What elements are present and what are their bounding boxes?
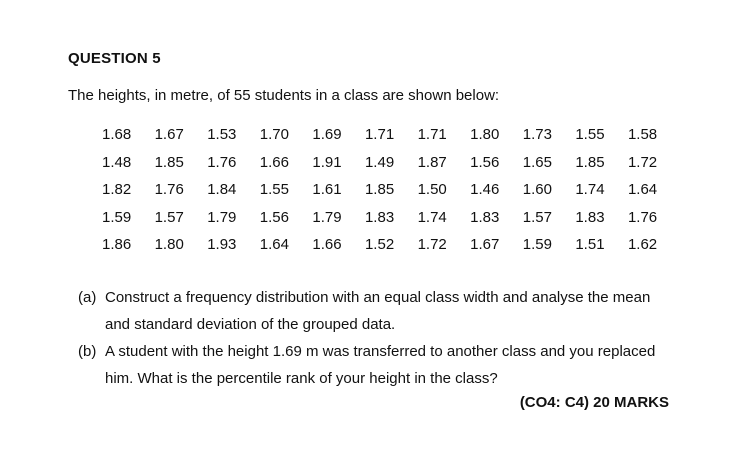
question-intro: The heights, in metre, of 55 students in a class are shown below: (68, 87, 500, 104)
data-cell: 1.65 (522, 153, 552, 171)
data-cell: 1.59 (522, 236, 552, 254)
data-cell: 1.71 (417, 126, 447, 143)
part-b-text: A student with the height 1.69 m was transferred to another class and you replaced him. What is the percentile rank of your height in the class? (105, 343, 656, 387)
data-cell: 1.71 (364, 126, 395, 143)
data-cell: 1.76 (154, 181, 184, 199)
data-cell: 1.69 (312, 126, 342, 143)
data-cell: 1.57 (522, 208, 552, 226)
data-cell: 1.76 (207, 153, 237, 171)
data-cell: 1.72 (417, 236, 447, 254)
data-cell: 1.68 (102, 126, 132, 143)
data-cell: 1.48 (102, 153, 132, 171)
data-cell: 1.79 (312, 208, 342, 226)
data-cell: 1.52 (364, 236, 395, 254)
data-cell: 1.50 (417, 181, 447, 199)
data-cell: 1.80 (154, 236, 184, 254)
question-title: QUESTION 5 (68, 50, 161, 67)
data-cell: 1.86 (102, 236, 132, 254)
data-cell: 1.93 (207, 236, 237, 254)
data-cell: 1.87 (417, 153, 447, 171)
data-cell: 1.64 (259, 236, 289, 254)
data-cell: 1.70 (259, 126, 289, 143)
data-cell: 1.67 (470, 236, 500, 254)
data-cell: 1.58 (627, 126, 658, 143)
data-cell: 1.46 (470, 181, 500, 199)
data-cell: 1.56 (470, 153, 500, 171)
data-cell: 1.51 (575, 236, 605, 254)
data-cell: 1.83 (575, 208, 605, 226)
data-cell: 1.80 (470, 126, 500, 143)
part-a-label: (a) (78, 289, 97, 306)
data-cell: 1.85 (154, 153, 184, 171)
data-cell: 1.66 (312, 236, 342, 254)
data-cell: 1.79 (207, 208, 237, 226)
data-cell: 1.73 (522, 126, 552, 143)
data-cell: 1.84 (207, 181, 237, 199)
data-cell: 1.49 (364, 153, 395, 171)
heights-data-table (102, 126, 681, 264)
data-cell: 1.82 (102, 181, 132, 199)
data-cell: 1.57 (154, 208, 184, 226)
data-cell: 1.55 (575, 126, 605, 143)
data-cell: 1.56 (259, 208, 289, 226)
data-cell: 1.91 (312, 153, 342, 171)
data-cell: 1.66 (259, 153, 289, 171)
data-cell: 1.62 (627, 236, 658, 254)
data-cell: 1.59 (102, 208, 132, 226)
data-cell: 1.83 (470, 208, 500, 226)
data-cell: 1.74 (417, 208, 447, 226)
data-cell: 1.60 (522, 181, 552, 199)
data-cell: 1.83 (364, 208, 395, 226)
data-cell: 1.85 (364, 181, 395, 199)
data-cell: 1.76 (627, 208, 658, 226)
data-cell: 1.67 (154, 126, 184, 143)
data-cell: 1.61 (312, 181, 342, 199)
data-cell: 1.72 (627, 153, 658, 171)
data-cell: 1.55 (259, 181, 289, 199)
data-cell: 1.85 (575, 153, 605, 171)
part-a (78, 284, 678, 338)
part-b-label: (b) (78, 343, 97, 360)
part-b (78, 338, 678, 392)
marks-allocation: (CO4: C4) 20 MARKS (519, 394, 669, 411)
data-cell: 1.74 (575, 181, 605, 199)
part-a-text: Construct a frequency distribution with an equal class width and analyse the mean and standard deviation of the grouped data. (105, 289, 651, 333)
data-cell: 1.64 (627, 181, 658, 199)
data-cell: 1.53 (207, 126, 237, 143)
